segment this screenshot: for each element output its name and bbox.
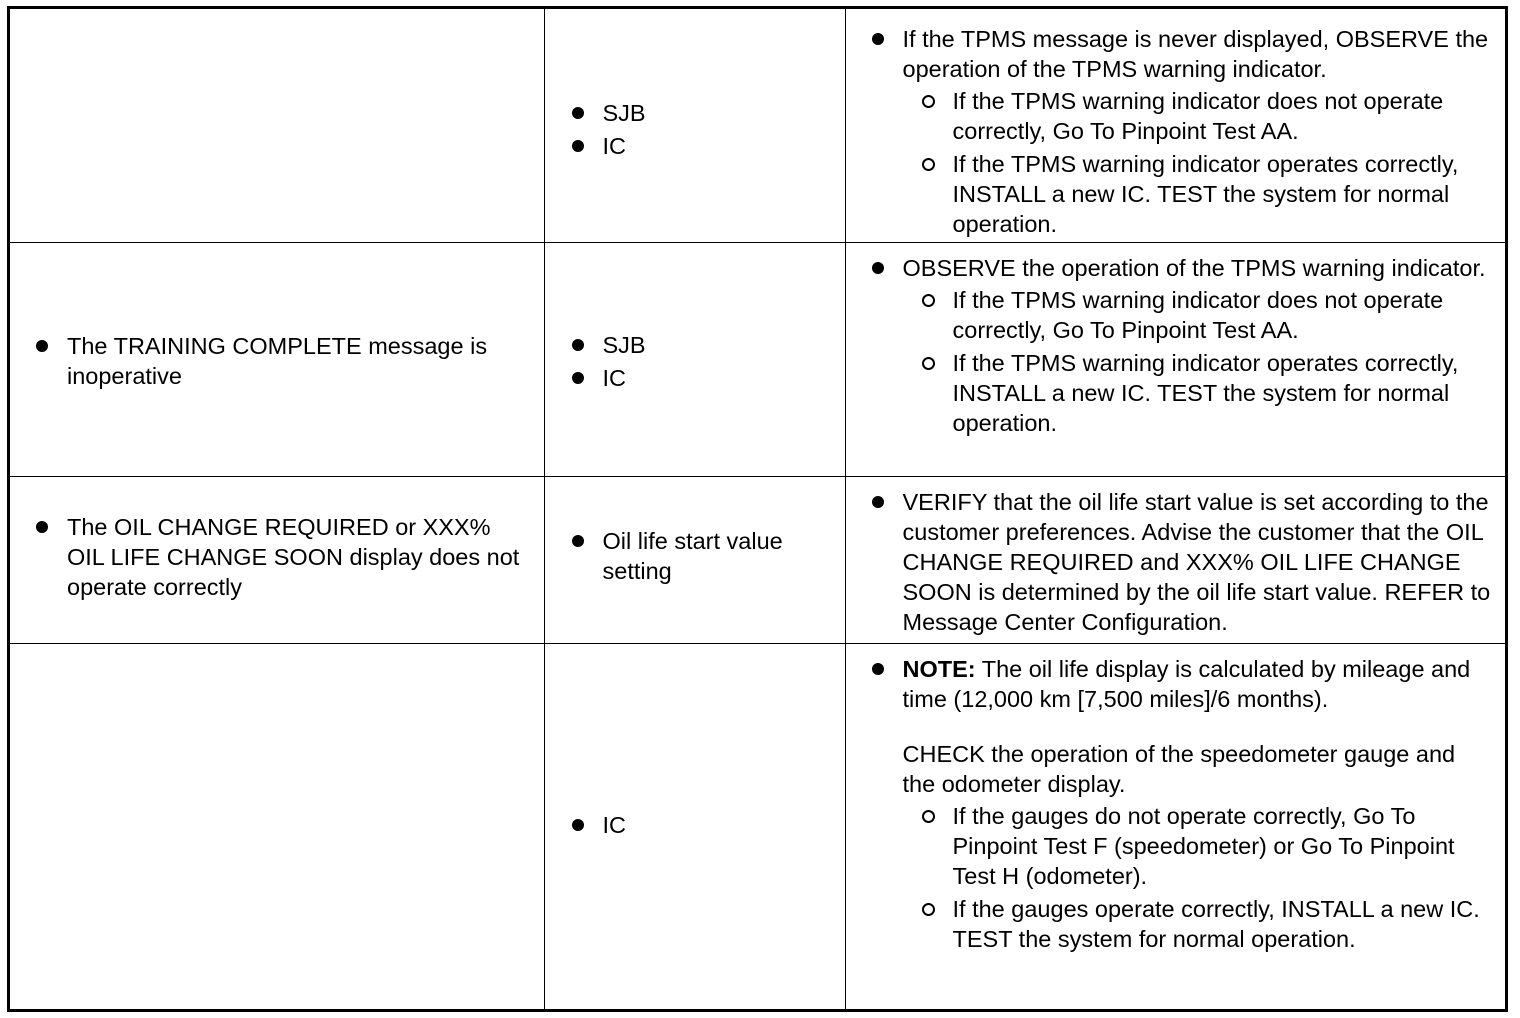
hollow-bullet-icon xyxy=(922,903,935,916)
hollow-bullet-icon xyxy=(922,810,935,823)
sub-action-item: If the TPMS warning indicator does not operate correctly, Go To Pinpoint Test AA. xyxy=(953,285,1494,345)
action-cell xyxy=(845,9,1505,243)
bullet-icon xyxy=(872,33,884,45)
sub-action-item: If the gauges do not operate correctly, Go To Pinpoint Test F (speedometer) or Go To Pinpoint Test H (odometer). xyxy=(953,801,1494,891)
action-cell xyxy=(845,644,1505,1010)
bullet-icon xyxy=(572,535,584,547)
condition-cell xyxy=(10,9,544,243)
symptom-chart-table xyxy=(10,9,1505,1009)
source-item: SJB xyxy=(603,330,835,360)
condition-cell xyxy=(10,477,544,644)
sub-action-item: If the TPMS warning indicator operates correctly, INSTALL a new IC. TEST the system for normal operation. xyxy=(953,149,1494,239)
source-item: SJB xyxy=(603,98,835,128)
source-cell xyxy=(544,644,845,1010)
diagnostic-table-frame xyxy=(7,6,1508,1012)
hollow-bullet-icon xyxy=(922,95,935,108)
bullet-icon xyxy=(872,496,884,508)
bullet-icon xyxy=(872,262,884,274)
table-row xyxy=(10,644,1505,1010)
source-cell xyxy=(544,477,845,644)
sub-action-item: If the TPMS warning indicator does not operate correctly, Go To Pinpoint Test AA. xyxy=(953,86,1494,146)
sub-action-item: If the TPMS warning indicator operates correctly, INSTALL a new IC. TEST the system for normal operation. xyxy=(953,348,1494,438)
condition-cell xyxy=(10,644,544,1010)
bullet-icon xyxy=(572,339,584,351)
action-item: NOTE: The oil life display is calculated by mileage and time (12,000 km [7,500 miles]/6 months). CHECK the operation of the speedometer gauge and the odometer display. If the gauges do not operate correctly, Go To Pinpoint Test F (speedometer) or Go To Pinpoint Test H (odometer). If the gauges operate correctly, INSTALL a new IC. TEST the system for normal operation. xyxy=(903,654,1494,954)
source-item: IC xyxy=(603,363,835,393)
source-item: IC xyxy=(603,131,835,161)
bullet-icon xyxy=(872,663,884,675)
condition-item: The TRAINING COMPLETE message is inoperative xyxy=(67,331,524,391)
action-cell xyxy=(845,477,1505,644)
bullet-icon xyxy=(572,140,584,152)
condition-cell xyxy=(10,243,544,477)
table-row xyxy=(10,243,1505,477)
bullet-icon xyxy=(572,372,584,384)
action-item: OBSERVE the operation of the TPMS warning indicator. If the TPMS warning indicator does not operate correctly, Go To Pinpoint Test AA. If the TPMS warning indicator operates correctly, INSTALL a new IC. TEST the system for normal operation. xyxy=(903,253,1494,438)
source-cell xyxy=(544,9,845,243)
table-row xyxy=(10,9,1505,243)
action-item: If the TPMS message is never displayed, OBSERVE the operation of the TPMS warning indicator. If the TPMS warning indicator does not operate correctly, Go To Pinpoint Test AA. If the TPMS warning indicator operates correctly, INSTALL a new IC. TEST the system for normal operation. xyxy=(903,24,1494,239)
sub-action-item: If the gauges operate correctly, INSTALL a new IC. TEST the system for normal operation. xyxy=(953,894,1494,954)
hollow-bullet-icon xyxy=(922,158,935,171)
bullet-icon xyxy=(572,107,584,119)
note-paragraph: NOTE: The oil life display is calculated by mileage and time (12,000 km [7,500 miles]/6 months). xyxy=(902,656,1471,712)
bullet-icon xyxy=(36,340,48,352)
condition-item: The OIL CHANGE REQUIRED or XXX% OIL LIFE CHANGE SOON display does not operate correctly xyxy=(67,512,524,602)
hollow-bullet-icon xyxy=(922,294,935,307)
source-item: IC xyxy=(603,810,835,840)
action-item: VERIFY that the oil life start value is set according to the customer preferences. Advise the customer that the OIL CHANGE REQUIRED and XXX% OIL LIFE CHANGE SOON is determined by the oil life start value. REFER to Message Center Configuration. xyxy=(903,487,1494,637)
hollow-bullet-icon xyxy=(922,357,935,370)
bullet-icon xyxy=(572,819,584,831)
source-cell xyxy=(544,243,845,477)
table-row xyxy=(10,477,1505,644)
bullet-icon xyxy=(36,521,48,533)
source-item: Oil life start value setting xyxy=(603,526,835,586)
action-cell xyxy=(845,243,1505,477)
